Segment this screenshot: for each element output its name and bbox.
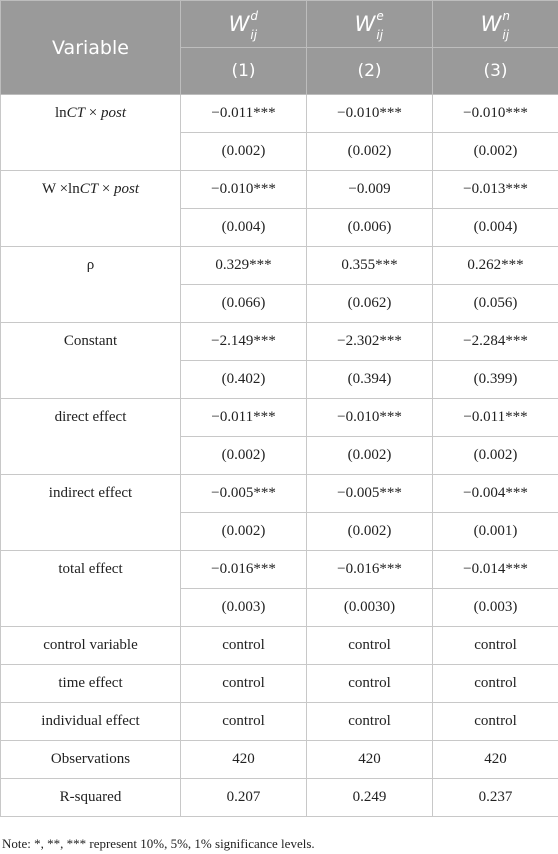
row-label: individual effect (1, 703, 181, 741)
column-header-1: W d ij (181, 1, 307, 48)
table-row (1, 551, 558, 589)
value-cell: 420 (181, 741, 307, 779)
table-row (1, 247, 558, 285)
column-number-3: (3) (433, 48, 558, 95)
coef-cell: −0.010*** (307, 95, 433, 133)
column-number-2: (2) (307, 48, 433, 95)
coef-cell: 0.262*** (433, 247, 558, 285)
se-cell: (0.002) (433, 437, 558, 475)
coef-cell: −2.284*** (433, 323, 558, 361)
value-cell: 0.249 (307, 779, 433, 817)
table-row (1, 741, 558, 779)
se-cell: (0.002) (433, 133, 558, 171)
row-label: indirect effect (1, 475, 181, 551)
value-cell: 420 (433, 741, 558, 779)
table-row (1, 627, 558, 665)
se-cell: (0.002) (181, 437, 307, 475)
column-header-3: W n ij (433, 1, 558, 48)
se-cell: (0.402) (181, 361, 307, 399)
value-cell: control (433, 665, 558, 703)
se-cell: (0.062) (307, 285, 433, 323)
value-cell: control (433, 627, 558, 665)
coef-cell: −0.013*** (433, 171, 558, 209)
row-label: total effect (1, 551, 181, 627)
se-cell: (0.066) (181, 285, 307, 323)
row-label: W ×lnCT × post (1, 171, 181, 247)
row-label: Constant (1, 323, 181, 399)
se-cell: (0.002) (307, 513, 433, 551)
row-label: Observations (1, 741, 181, 779)
value-cell: 420 (307, 741, 433, 779)
se-cell: (0.399) (433, 361, 558, 399)
se-cell: (0.003) (181, 589, 307, 627)
table-row (1, 665, 558, 703)
value-cell: control (181, 627, 307, 665)
coef-cell: 0.329*** (181, 247, 307, 285)
coef-cell: −0.011*** (181, 399, 307, 437)
row-label: direct effect (1, 399, 181, 475)
se-cell: (0.004) (433, 209, 558, 247)
row-label: control variable (1, 627, 181, 665)
table-row (1, 323, 558, 361)
coef-cell: −2.302*** (307, 323, 433, 361)
value-cell: control (433, 703, 558, 741)
coef-cell: 0.355*** (307, 247, 433, 285)
value-cell: control (307, 703, 433, 741)
coef-cell: −0.014*** (433, 551, 558, 589)
coef-cell: −0.011*** (433, 399, 558, 437)
se-cell: (0.002) (307, 133, 433, 171)
coef-cell: −0.016*** (181, 551, 307, 589)
column-number-1: (1) (181, 48, 307, 95)
row-label: R-squared (1, 779, 181, 817)
table-note: Note: *, **, *** represent 10%, 5%, 1% significance levels. (2, 836, 315, 851)
coef-cell: −0.005*** (181, 475, 307, 513)
value-cell: 0.237 (433, 779, 558, 817)
header-row (1, 1, 558, 48)
coef-cell: −0.005*** (307, 475, 433, 513)
variable-header: Variable (1, 1, 181, 95)
table-row (1, 703, 558, 741)
se-cell: (0.056) (433, 285, 558, 323)
coef-cell: −0.010*** (307, 399, 433, 437)
se-cell: (0.394) (307, 361, 433, 399)
value-cell: control (181, 703, 307, 741)
table-row (1, 475, 558, 513)
se-cell: (0.0030) (307, 589, 433, 627)
se-cell: (0.003) (433, 589, 558, 627)
coef-cell: −0.016*** (307, 551, 433, 589)
table-row (1, 399, 558, 437)
row-label: ρ (1, 247, 181, 323)
coef-cell: −2.149*** (181, 323, 307, 361)
table-row (1, 171, 558, 209)
se-cell: (0.001) (433, 513, 558, 551)
coef-cell: −0.009 (307, 171, 433, 209)
table-row (1, 95, 558, 133)
coef-cell: −0.010*** (181, 171, 307, 209)
value-cell: 0.207 (181, 779, 307, 817)
se-cell: (0.002) (181, 513, 307, 551)
value-cell: control (307, 627, 433, 665)
value-cell: control (307, 665, 433, 703)
column-header-2: W e ij (307, 1, 433, 48)
se-cell: (0.002) (307, 437, 433, 475)
se-cell: (0.002) (181, 133, 307, 171)
coef-cell: −0.010*** (433, 95, 558, 133)
se-cell: (0.004) (181, 209, 307, 247)
row-label: lnCT × post (1, 95, 181, 171)
table-row (1, 779, 558, 817)
value-cell: control (181, 665, 307, 703)
coef-cell: −0.004*** (433, 475, 558, 513)
se-cell: (0.006) (307, 209, 433, 247)
coef-cell: −0.011*** (181, 95, 307, 133)
row-label: time effect (1, 665, 181, 703)
